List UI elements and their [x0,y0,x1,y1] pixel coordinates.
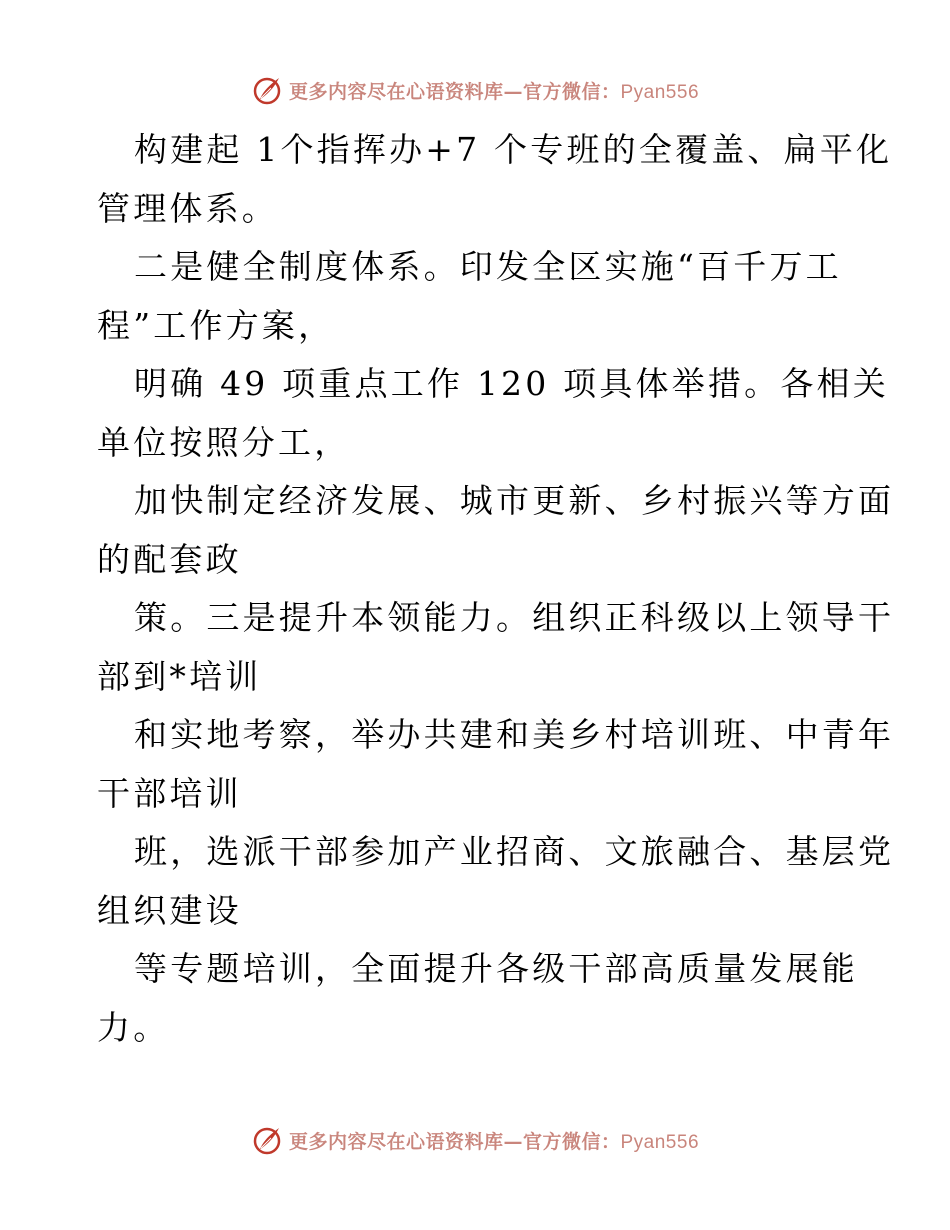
watermark-text: 更多内容尽在心语资料库—官方微信：Pyan556 [288,1130,700,1153]
text-line: 加快制定经济发展、城市更新、乡村振兴等方面 [134,481,895,520]
text-line: 构建起 1个指挥办+7 个专班的全覆盖、扁平化 [134,130,893,169]
text-line: 部到*培训 [97,656,262,696]
text-line: 策。三是提升本领能力。组织正科级以上领导干 [134,598,895,637]
quill-logo-icon [251,74,283,106]
text-line: 组织建设 [97,890,242,930]
text-line: 力。 [97,1007,170,1047]
document-body [97,121,895,1057]
text-line: 单位按照分工， [97,422,351,462]
watermark-text: 更多内容尽在心语资料库—官方微信：Pyan556 [288,80,700,103]
text-line: 和实地考察，举办共建和美乡村培训班、中青年 [134,715,895,754]
text-line: 等专题培训，全面提升各级干部高质量发展能 [134,949,858,988]
text-line: 的配套政 [97,539,242,579]
quill-logo-icon [251,1124,283,1156]
text-line: 干部培训 [97,773,242,813]
text-line: 明确 49 项重点工作 120 项具体举措。各相关 [134,364,889,403]
text-line: 二是健全制度体系。印发全区实施“百千万工 [134,247,842,286]
text-line: 班，选派干部参加产业招商、文旅融合、基层党 [134,832,895,871]
footer-watermark [0,1120,950,1160]
header-watermark [0,70,950,110]
text-line: 管理体系。 [97,188,278,228]
text-line: 程”工作方案， [97,305,335,345]
